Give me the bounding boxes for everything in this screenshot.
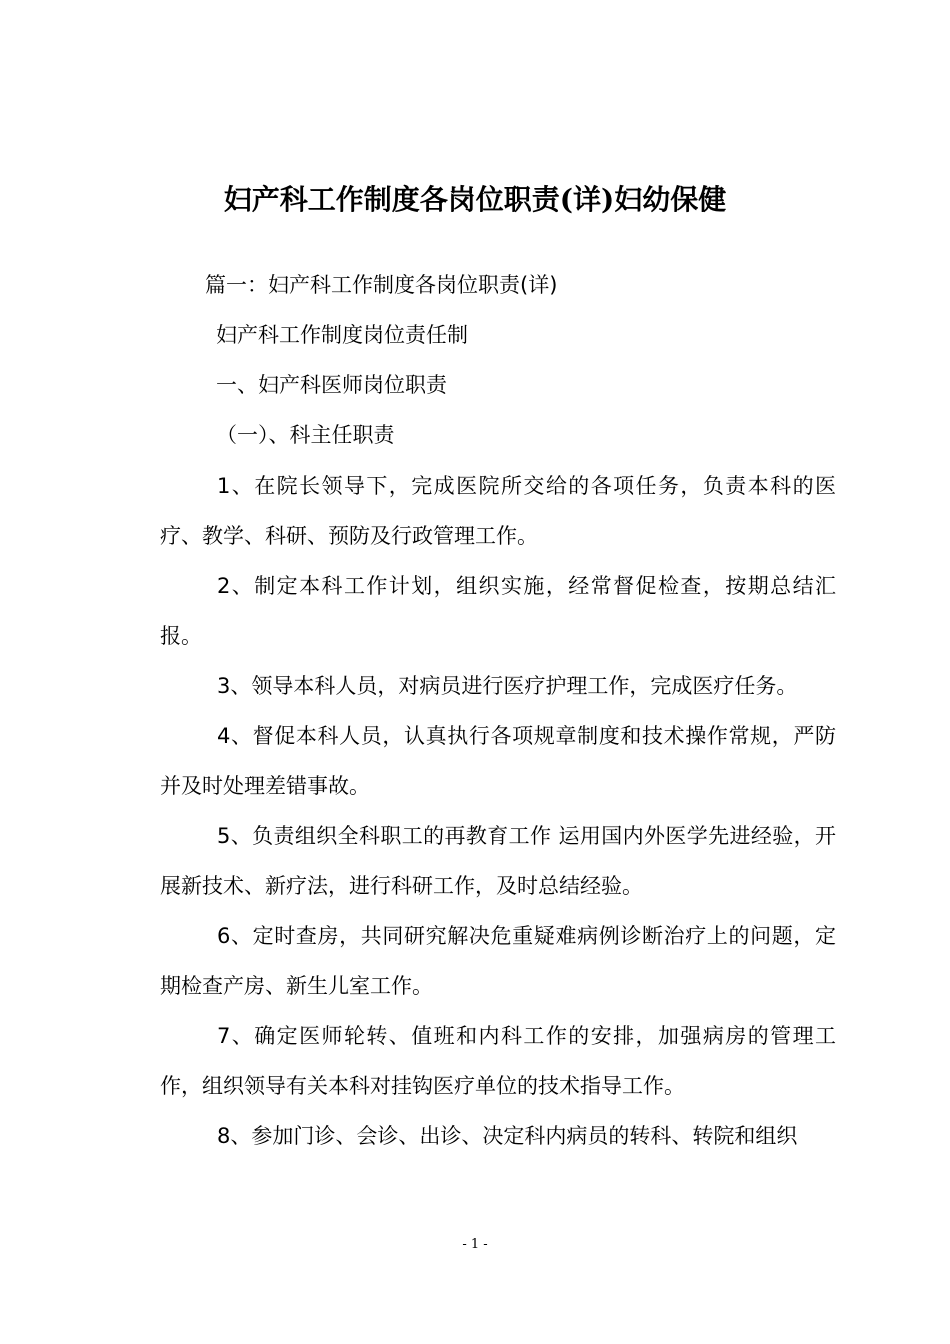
duty-paragraph-1: 1、在院长领导下，完成医院所交给的各项任务，负责本科的医疗、教学、科研、预防及行政管理工作。	[160, 474, 836, 548]
page-number: - 1 -	[462, 1237, 488, 1252]
section-heading: 篇一：妇产科工作制度各岗位职责(详)	[205, 273, 558, 297]
duty-paragraph-6: 6、定时查房，共同研究解决危重疑难病例诊断治疗上的问题，定期检查产房、新生儿室工作。	[160, 924, 836, 998]
duty-paragraph-4: 4、督促本科人员，认真执行各项规章制度和技术操作常规，严防并及时处理差错事故。	[160, 724, 836, 798]
duty-paragraph-5: 5、负责组织全科职工的再教育工作 运用国内外医学先进经验，开展新技术、新疗法，进行科研工作，及时总结经验。	[160, 824, 836, 898]
subtitle: 妇产科工作制度岗位责任制	[216, 323, 468, 347]
duty-paragraph-7: 7、确定医师轮转、值班和内科工作的安排，加强病房的管理工作，组织领导有关本科对挂钩医疗单位的技术指导工作。	[160, 1024, 836, 1098]
document-title: 妇产科工作制度各岗位职责(详)妇幼保健	[223, 183, 727, 216]
duty-paragraph-2: 2、制定本科工作计划，组织实施，经常督促检查，按期总结汇报。	[160, 574, 836, 648]
part-heading: 一、妇产科医师岗位职责	[216, 373, 447, 397]
duty-paragraph-3: 3、领导本科人员，对病员进行医疗护理工作，完成医疗任务。	[217, 674, 798, 698]
subsection-heading: （一）、科主任职责	[216, 423, 395, 447]
duty-paragraph-8: 8、参加门诊、会诊、出诊、决定科内病员的转科、转院和组织	[217, 1124, 798, 1148]
